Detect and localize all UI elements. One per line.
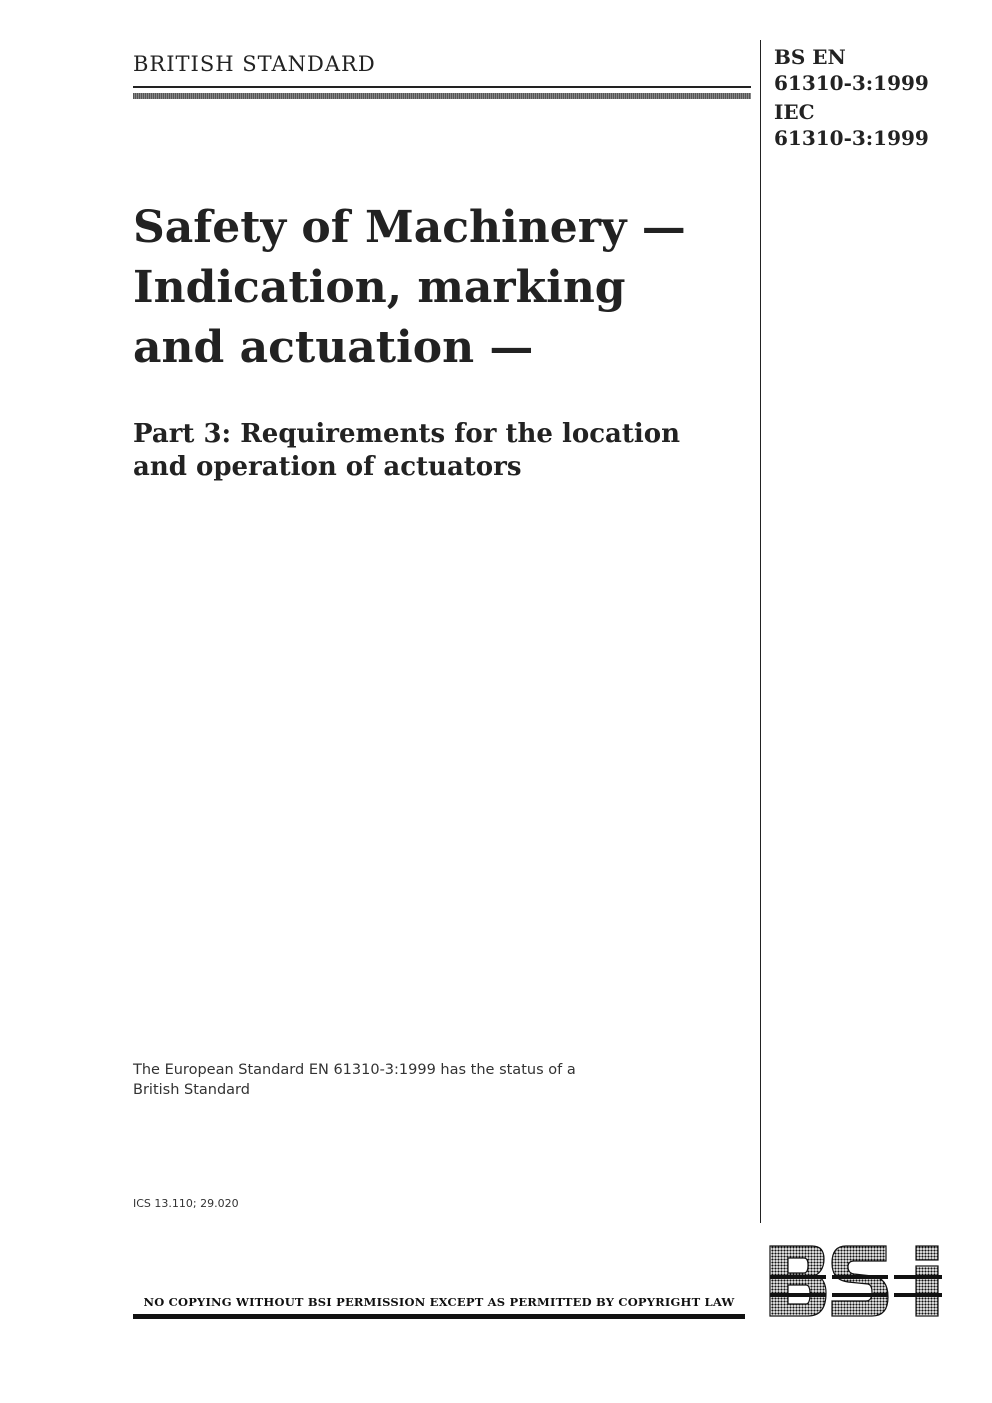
status-statement [133,1060,653,1100]
title-line-2: Indication, marking [133,262,626,313]
subtitle-line-2: and operation of actuators [133,452,522,482]
logo-text: BSi [857,1313,859,1314]
standard-number-line-3: IEC [774,100,815,124]
title-line-1: Safety of Machinery — [133,202,686,253]
title-line-3: and actuation — [133,322,534,373]
standard-number-line-1: BS EN [774,45,846,69]
copyright-notice: NO COPYING WITHOUT BSI PERMISSION EXCEPT AS PERMITTED BY COPYRIGHT LAW [143,1295,735,1309]
subtitle-line-1: Part 3: Requirements for the location [133,419,681,449]
header-rule-thin [133,86,751,88]
footer-rule [133,1314,745,1319]
vertical-divider [760,40,761,1223]
ics-code: ICS 13.110; 29.020 [133,1197,239,1210]
document-title [133,198,743,378]
standard-number-line-4: 61310-3:1999 [774,126,929,150]
bsi-logo [768,1243,946,1319]
status-line-1: The European Standard EN 61310-3:1999 has the status of a [133,1062,576,1078]
document-series-label: BRITISH STANDARD [133,52,376,76]
header-rule-thick [133,93,751,99]
document-subtitle [133,418,743,484]
standard-number-line-2: 61310-3:1999 [774,71,929,95]
status-line-2: British Standard [133,1082,250,1098]
